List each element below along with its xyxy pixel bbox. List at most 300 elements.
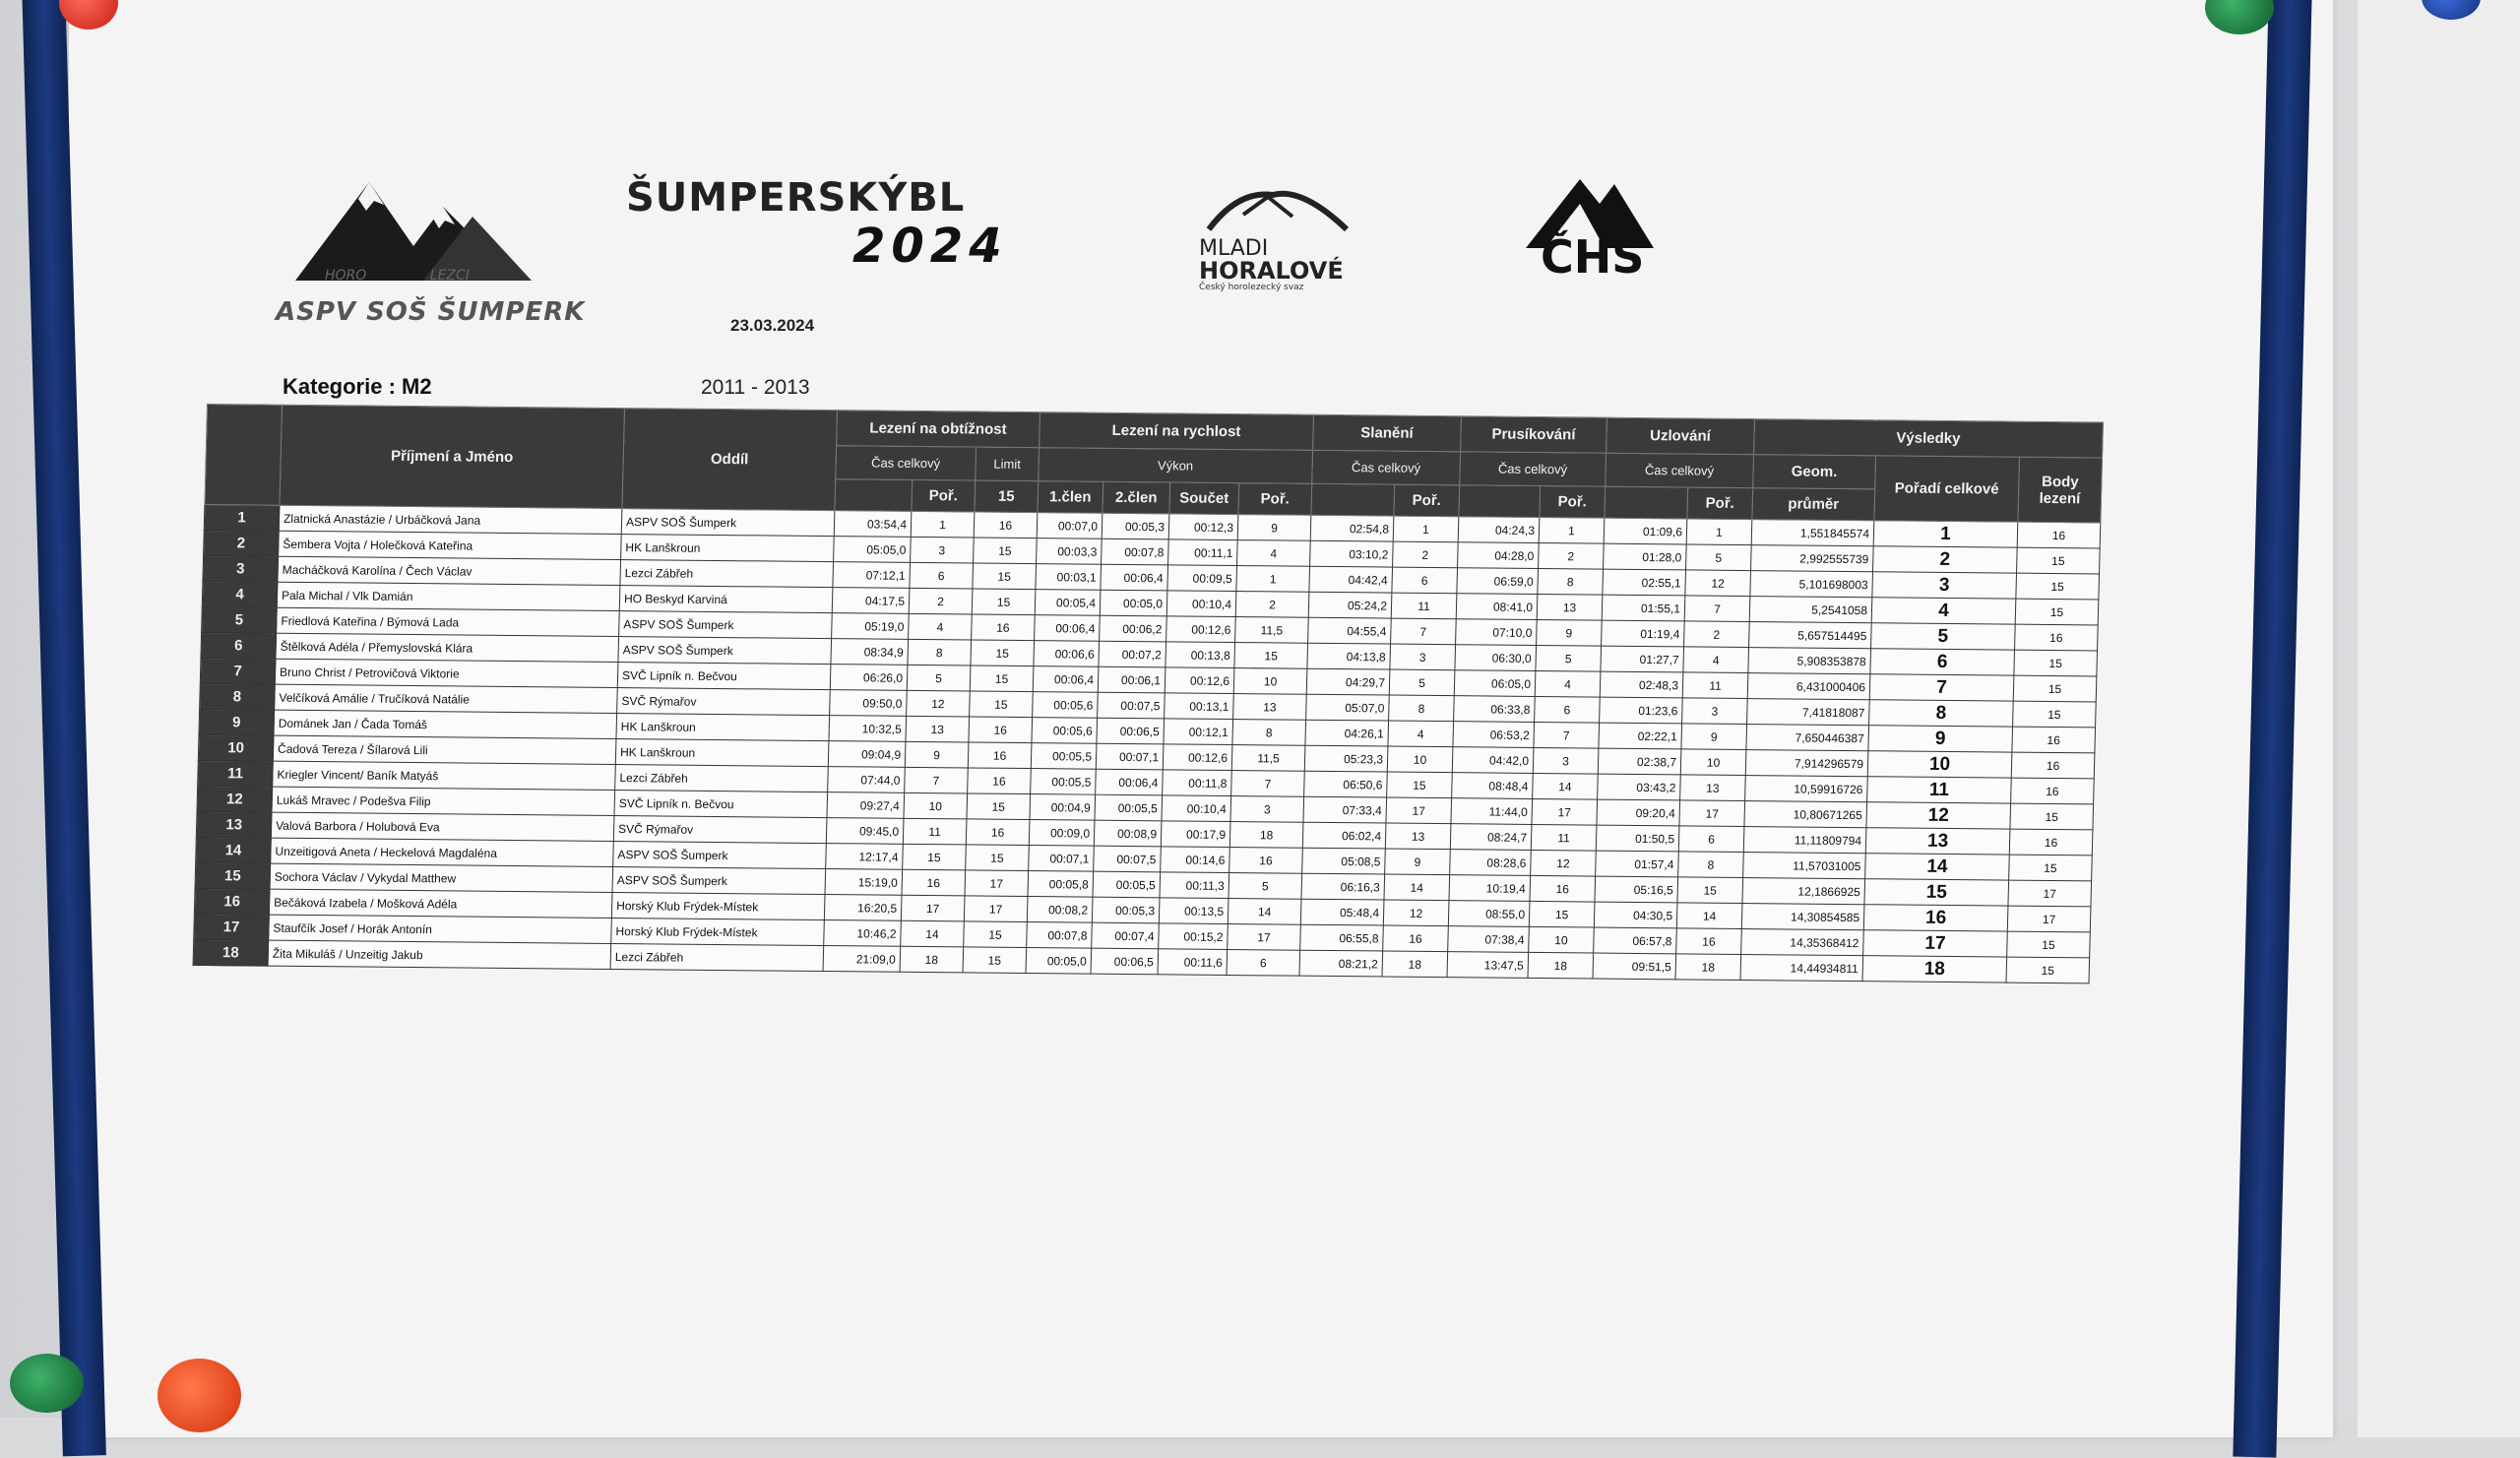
abseil-time-cell: 06:16,3 — [1301, 873, 1385, 900]
prusik-rank-cell: 10 — [1529, 926, 1595, 953]
tie-rank-cell: 1 — [1686, 519, 1752, 545]
speed-rank-cell: 11,5 — [1235, 617, 1309, 644]
overall-rank-cell: 4 — [1871, 598, 2016, 624]
event-logo-title: ŠUMPERSKÝBL — [626, 175, 966, 221]
lead-limit-cell: 16 — [968, 768, 1032, 794]
tie-rank-cell: 3 — [1682, 698, 1748, 725]
abseil-time-cell: 06:55,8 — [1300, 924, 1384, 951]
team-names-cell: Žita Mikuláš / Unzeitig Jakub — [268, 940, 611, 969]
overall-rank-cell: 15 — [1864, 879, 2009, 906]
abseil-time-cell: 06:02,4 — [1302, 822, 1386, 849]
abseil-time-cell: 04:42,4 — [1309, 566, 1393, 593]
row-number-cell: 8 — [200, 683, 276, 710]
lead-time-cell: 09:45,0 — [826, 818, 904, 845]
speed-rank-cell: 13 — [1233, 694, 1307, 721]
speed-member1-cell: 00:08,2 — [1027, 897, 1093, 923]
prusik-rank-cell: 7 — [1534, 722, 1600, 748]
lead-limit-cell: 15 — [970, 691, 1034, 718]
geom-mean-header: průměr — [1752, 488, 1875, 521]
results-section-header: Výsledky — [1754, 419, 2104, 458]
speed-rank-cell: 18 — [1229, 822, 1303, 849]
speed-member2-cell: 00:08,9 — [1094, 820, 1162, 847]
overall-rank-cell: 3 — [1872, 572, 2017, 599]
prusik-rank-cell: 12 — [1531, 850, 1597, 876]
speed-member2-cell: 00:07,8 — [1102, 539, 1169, 565]
prusik-time-cell: 06:05,0 — [1454, 670, 1536, 697]
speed-sum-cell: 00:12,3 — [1168, 514, 1238, 540]
abseil-rank-cell: 13 — [1385, 823, 1451, 850]
geometric-mean-cell: 1,551845574 — [1751, 520, 1874, 546]
club-logo-line1: HORO — [325, 268, 367, 284]
row-number-cell: 15 — [195, 862, 271, 889]
abseil-rank-cell: 16 — [1383, 925, 1449, 952]
team-names-cell: Lukáš Mravec / Podešva Filip — [272, 787, 615, 815]
lead-time-cell: 09:04,9 — [828, 741, 906, 768]
lead-limit-cell: 16 — [968, 742, 1032, 769]
speed-member2-cell: 00:07,5 — [1094, 846, 1162, 872]
mladi-horalove-line1: MLADI — [1199, 236, 1269, 261]
speed-rank-cell: 6 — [1227, 949, 1300, 976]
speed-sum-cell: 00:11,3 — [1160, 872, 1229, 899]
speed-member1-cell: 00:05,4 — [1035, 590, 1101, 616]
category-label: Kategorie : M2 — [283, 374, 432, 399]
speed-sum-cell: 00:12,1 — [1164, 719, 1233, 745]
tie-time-cell: 01:57,4 — [1596, 851, 1679, 877]
speed-rank-cell: 5 — [1228, 872, 1302, 899]
results-table-wrapper — [193, 404, 2104, 983]
mladi-horalove-line2: HORALOVÉ — [1199, 257, 1344, 285]
lead-limit-cell: 15 — [971, 640, 1035, 666]
row-number-cell: 10 — [198, 734, 274, 761]
lead-rank-cell: 1 — [911, 511, 975, 538]
club-name-cell: ASPV SOŠ Šumperk — [618, 637, 832, 665]
row-number-cell: 11 — [198, 760, 274, 787]
club-name-cell: ASPV SOŠ Šumperk — [612, 866, 826, 894]
lead-limit-cell: 15 — [963, 947, 1027, 974]
tie-rank-cell: 10 — [1680, 749, 1746, 776]
climbing-points-cell: 16 — [2011, 778, 2095, 804]
team-names-cell: Staufčík Josef / Horák Antonín — [269, 915, 612, 943]
speed-sum-cell: 00:13,8 — [1166, 642, 1235, 668]
tie-rank-cell: 7 — [1684, 596, 1750, 622]
club-name-cell: SVČ Lipník n. Bečvou — [614, 790, 828, 817]
abseil-rank-cell: 5 — [1389, 669, 1455, 696]
prusik-time-cell: 06:53,2 — [1453, 722, 1535, 748]
speed-member2-cell: 00:06,4 — [1096, 769, 1164, 795]
row-number-cell: 7 — [200, 658, 276, 684]
chs-logo — [1506, 179, 1664, 297]
club-name-cell: ASPV SOŠ Šumperk — [621, 509, 835, 537]
speed-sum-cell: 00:12,6 — [1163, 744, 1232, 771]
club-name-cell: Horský Klub Frýdek-Místek — [611, 918, 825, 945]
abseil-rank-cell: 17 — [1386, 797, 1452, 824]
abseil-time-cell: 04:29,7 — [1306, 668, 1390, 695]
lead-time-cell: 08:34,9 — [831, 639, 909, 666]
tie-time-cell: 01:55,1 — [1602, 595, 1685, 621]
climbing-points-cell: 15 — [2015, 599, 2099, 625]
lead-time-cell: 15:19,0 — [825, 869, 903, 896]
club-name-cell: HO Beskyd Karviná — [619, 586, 833, 613]
tie-time-cell: 01:09,6 — [1604, 518, 1687, 544]
lead-time-cell: 04:17,5 — [832, 588, 910, 614]
club-name-cell: Lezci Zábřeh — [610, 943, 824, 971]
lead-rank-cell: 15 — [903, 844, 967, 870]
abseil-section-header: Slanění — [1313, 414, 1462, 451]
speed-sum-cell: 00:14,6 — [1161, 847, 1230, 873]
lead-time-cell: 07:12,1 — [833, 562, 911, 589]
mladi-horalove-logo — [1199, 185, 1366, 303]
speed-rank-cell: 3 — [1230, 796, 1304, 823]
row-number-cell: 5 — [202, 606, 278, 633]
lead-limit-cell: 15 — [966, 845, 1030, 871]
speed-member1-cell: 00:05,8 — [1028, 871, 1094, 898]
row-number-cell: 14 — [196, 837, 272, 863]
lead-rank-cell: 12 — [907, 690, 971, 717]
climbing-points-cell: 15 — [2013, 701, 2097, 728]
speed-sum-cell: 00:10,4 — [1162, 795, 1231, 822]
tie-rank-header: Poř. — [1687, 487, 1753, 520]
geometric-mean-cell: 14,30854585 — [1741, 903, 1864, 929]
overall-rank-cell: 10 — [1867, 751, 2012, 778]
overall-rank-cell: 18 — [1862, 956, 2007, 983]
tie-rank-cell: 9 — [1681, 724, 1747, 750]
climbing-points-cell: 16 — [2011, 752, 2095, 779]
row-number-cell: 16 — [194, 888, 270, 915]
club-name-cell: Lezci Zábřeh — [620, 560, 834, 588]
sum-header: Součet — [1169, 482, 1239, 515]
lead-time-cell: 09:27,4 — [827, 792, 905, 819]
club-name-cell: HK Lanškroun — [615, 739, 829, 767]
prusik-time-header: Čas celkový — [1460, 452, 1606, 486]
abseil-rank-cell: 2 — [1393, 541, 1459, 568]
lead-limit-cell: 16 — [966, 819, 1030, 846]
prusik-rank-cell: 18 — [1528, 952, 1594, 979]
club-name-cell: ASPV SOŠ Šumperk — [619, 611, 833, 639]
lead-rank-cell: 18 — [900, 946, 964, 973]
speed-sum-cell: 00:13,1 — [1165, 693, 1234, 720]
speed-sum-cell: 00:12,6 — [1165, 667, 1234, 694]
lead-rank-cell: 14 — [901, 920, 965, 947]
abseil-rank-cell: 6 — [1392, 567, 1458, 594]
prusik-rank-cell: 13 — [1537, 594, 1603, 620]
prusik-rank-header: Poř. — [1540, 486, 1606, 519]
prusik-time-cell: 04:28,0 — [1458, 542, 1540, 569]
speed-member1-cell: 00:09,0 — [1029, 820, 1095, 847]
climbing-points-cell: 15 — [2016, 573, 2100, 600]
speed-sum-cell: 00:09,5 — [1167, 565, 1237, 592]
lead-limit-cell: 16 — [969, 717, 1033, 743]
speed-rank-cell: 2 — [1235, 592, 1309, 618]
lead-limit-value: 15 — [975, 480, 1039, 513]
prusik-rank-cell: 11 — [1531, 824, 1597, 851]
abseil-rank-cell: 12 — [1383, 900, 1449, 926]
prusik-time-cell: 06:59,0 — [1457, 568, 1539, 595]
climbing-points-cell: 15 — [2007, 931, 2091, 958]
prusik-rank-cell: 3 — [1533, 747, 1599, 774]
prusik-time-cell: 08:28,6 — [1450, 850, 1532, 876]
club-name-cell: SVČ Lipník n. Bečvou — [617, 663, 831, 690]
tie-time-cell: 02:48,3 — [1600, 671, 1683, 698]
member1-header: 1.člen — [1038, 481, 1103, 514]
speed-rank-cell: 7 — [1231, 771, 1305, 797]
speed-member1-cell: 00:07,1 — [1029, 846, 1095, 872]
tie-rank-cell: 12 — [1685, 570, 1751, 597]
mountain-outline-icon — [1199, 185, 1366, 234]
speed-rank-cell: 15 — [1234, 643, 1308, 669]
abseil-time-cell: 06:50,6 — [1304, 771, 1388, 797]
prusik-rank-cell: 4 — [1535, 670, 1601, 697]
tie-time-cell: 01:23,6 — [1600, 697, 1683, 724]
overall-rank-cell: 17 — [1863, 930, 2008, 957]
speed-member1-cell: 00:03,3 — [1037, 539, 1102, 565]
club-column-header: Oddíl — [622, 409, 838, 511]
speed-sum-cell: 00:12,6 — [1166, 616, 1236, 643]
climbing-points-cell: 16 — [2012, 727, 2096, 753]
geometric-mean-cell: 10,59916726 — [1745, 776, 1868, 802]
geometric-mean-cell: 11,11809794 — [1743, 827, 1866, 854]
abseil-rank-cell: 4 — [1388, 721, 1454, 747]
speed-member1-cell: 00:03,1 — [1036, 564, 1102, 591]
lead-rank-cell: 4 — [909, 613, 973, 640]
lead-limit-cell: 17 — [965, 870, 1029, 897]
club-name-cell: SVČ Rýmařov — [613, 815, 827, 843]
prusik-rank-cell: 2 — [1539, 542, 1605, 569]
rank-header — [205, 405, 283, 506]
geometric-mean-cell: 14,44934811 — [1740, 954, 1863, 981]
speed-rank-cell: 16 — [1229, 847, 1303, 873]
overall-rank-header: Pořadí celkové — [1874, 456, 2020, 522]
abseil-time-cell: 05:23,3 — [1304, 745, 1388, 772]
speed-sum-cell: 00:13,5 — [1159, 898, 1228, 924]
abseil-time-cell: 03:10,2 — [1310, 540, 1394, 567]
team-names-cell: Sochora Václav / Vykydal Matthew — [270, 863, 613, 892]
speed-member2-cell: 00:05,5 — [1095, 794, 1163, 821]
climbing-points-cell: 15 — [2014, 650, 2098, 676]
geometric-mean-cell: 7,650446387 — [1746, 725, 1869, 751]
geometric-mean-cell: 5,2541058 — [1749, 597, 1872, 623]
lead-limit-cell: 15 — [972, 589, 1036, 615]
tie-rank-cell: 4 — [1683, 647, 1749, 673]
prusik-time-cell: 08:48,4 — [1452, 773, 1534, 799]
tie-rank-cell: 11 — [1682, 672, 1748, 699]
tie-rank-cell: 5 — [1686, 544, 1752, 571]
abseil-time-cell: 05:48,4 — [1300, 899, 1384, 925]
row-number-cell: 6 — [201, 632, 277, 659]
prusik-rank-cell: 15 — [1529, 901, 1595, 927]
prusik-rank-cell: 6 — [1535, 696, 1601, 723]
prusik-time-cell: 07:38,4 — [1448, 926, 1530, 953]
lead-limit-cell: 16 — [974, 512, 1038, 539]
row-number-cell: 18 — [193, 939, 269, 966]
team-names-cell: Dománek Jan / Čada Tomáš — [274, 710, 617, 738]
lead-limit-cell: 15 — [967, 793, 1031, 820]
speed-rank-cell: 9 — [1237, 515, 1311, 541]
prusik-rank-cell: 8 — [1538, 568, 1604, 595]
lead-time-cell: 07:44,0 — [828, 767, 906, 793]
speed-member1-cell: 00:05,6 — [1033, 692, 1099, 719]
speed-member2-cell: 00:07,1 — [1096, 743, 1164, 770]
climbing-points-cell: 16 — [2009, 829, 2093, 856]
event-logo — [626, 175, 1040, 303]
speed-member1-cell: 00:06,4 — [1035, 615, 1101, 642]
prusik-time-cell: 11:44,0 — [1451, 798, 1533, 825]
speed-section-header: Lezení na rychlost — [1040, 412, 1314, 451]
geometric-mean-cell: 7,41818087 — [1747, 699, 1870, 726]
speed-rank-cell: 4 — [1237, 540, 1311, 567]
speed-rank-header: Poř. — [1238, 483, 1312, 516]
abseil-time-cell: 04:13,8 — [1307, 643, 1391, 669]
tie-rank-cell: 16 — [1676, 928, 1742, 955]
lead-rank-cell: 5 — [907, 665, 971, 691]
speed-member1-cell: 00:07,0 — [1037, 513, 1102, 539]
tie-time-cell: 02:38,7 — [1598, 748, 1681, 775]
team-names-cell: Bečáková Izabela / Mošková Adéla — [269, 889, 612, 918]
climbing-points-header: Body lezení — [2018, 457, 2103, 523]
chs-logo-text: ČHS — [1541, 230, 1645, 284]
team-names-cell: Štělková Adéla / Přemyslovská Klára — [276, 633, 619, 662]
abseil-rank-cell: 15 — [1387, 772, 1453, 798]
abseil-time-cell: 04:26,1 — [1305, 720, 1389, 746]
speed-rank-cell: 1 — [1236, 566, 1310, 593]
tie-rank-cell: 15 — [1677, 877, 1743, 904]
overall-rank-cell: 6 — [1870, 649, 2015, 675]
speed-member2-cell: 00:06,4 — [1101, 564, 1168, 591]
row-number-cell: 2 — [204, 530, 280, 556]
lead-limit-cell: 15 — [974, 538, 1038, 564]
geometric-mean-cell: 6,431000406 — [1747, 673, 1870, 700]
tie-rank-cell: 6 — [1678, 826, 1744, 853]
lead-rank-cell: 6 — [910, 562, 974, 589]
speed-member1-cell: 00:04,9 — [1030, 794, 1096, 821]
row-number-cell: 4 — [202, 581, 278, 607]
lead-time-cell: 10:32,5 — [829, 716, 907, 742]
speed-member2-cell: 00:05,3 — [1102, 513, 1169, 539]
overall-rank-cell: 1 — [1873, 521, 2018, 547]
tie-rank-cell: 18 — [1675, 954, 1741, 981]
overall-rank-cell: 5 — [1871, 623, 2016, 650]
overall-rank-cell: 2 — [1873, 546, 2018, 573]
lead-rank-cell: 8 — [908, 639, 972, 666]
abseil-time-cell: 05:24,2 — [1308, 592, 1392, 618]
geometric-mean-cell: 10,80671265 — [1744, 801, 1867, 828]
abseil-time-cell: 02:54,8 — [1310, 515, 1394, 541]
club-logo — [276, 177, 591, 335]
speed-member1-cell: 00:05,5 — [1031, 769, 1097, 795]
speed-rank-cell: 8 — [1232, 720, 1306, 746]
climbing-points-cell: 15 — [2009, 855, 2093, 881]
geometric-mean-cell: 7,914296579 — [1745, 750, 1868, 777]
club-logo-name: ASPV SOŠ ŠUMPERK — [276, 297, 586, 327]
speed-sum-cell: 00:10,4 — [1166, 591, 1236, 617]
lead-rank-cell: 17 — [901, 895, 965, 921]
tie-time-cell: 03:43,2 — [1598, 774, 1681, 800]
speed-member1-cell: 00:05,5 — [1031, 743, 1097, 770]
prusik-rank-cell: 14 — [1533, 773, 1599, 799]
abseil-time-cell: 04:55,4 — [1308, 617, 1392, 644]
speed-member1-cell: 00:05,0 — [1026, 948, 1092, 975]
speed-member1-cell: 00:06,6 — [1034, 641, 1100, 667]
lead-time-cell: 21:09,0 — [823, 946, 901, 973]
prusik-time-cell: 07:10,0 — [1456, 619, 1538, 646]
tie-rank-cell: 2 — [1684, 621, 1750, 648]
row-number-cell: 17 — [194, 914, 270, 940]
geometric-mean-cell: 2,992555739 — [1751, 545, 1874, 572]
results-table — [193, 404, 2104, 983]
speed-member2-cell: 00:05,5 — [1093, 871, 1161, 898]
team-names-cell: Zlatnická Anastázie / Urbáčková Jana — [279, 505, 622, 534]
speed-sum-cell: 00:11,6 — [1158, 949, 1228, 976]
tie-time-cell: 09:51,5 — [1593, 953, 1676, 980]
row-number-cell: 3 — [203, 555, 279, 582]
speed-member1-cell: 00:07,8 — [1027, 922, 1093, 949]
speed-rank-cell: 10 — [1233, 668, 1307, 695]
geometric-mean-cell: 11,57031005 — [1743, 853, 1866, 879]
lead-limit-cell: 15 — [973, 563, 1037, 590]
prusik-rank-cell: 1 — [1539, 518, 1605, 544]
member2-header: 2.člen — [1102, 481, 1170, 514]
lead-rank-cell: 9 — [905, 741, 969, 768]
tie-time-cell: 01:27,7 — [1601, 646, 1684, 672]
tie-rank-cell: 17 — [1679, 800, 1745, 827]
prusik-time-cell: 06:33,8 — [1454, 696, 1536, 723]
speed-member2-cell: 00:07,5 — [1098, 692, 1166, 719]
geometric-mean-cell: 5,657514495 — [1749, 622, 1872, 649]
lead-rank-cell: 7 — [905, 767, 969, 793]
overall-rank-cell: 12 — [1866, 802, 2011, 829]
climbing-points-cell: 15 — [2006, 957, 2090, 983]
prusik-section-header: Prusíkování — [1461, 416, 1607, 453]
speed-sum-cell: 00:15,2 — [1159, 923, 1228, 950]
lead-limit-cell: 15 — [964, 921, 1028, 948]
prusik-rank-cell: 16 — [1530, 875, 1596, 902]
geometric-mean-cell: 12,1866925 — [1742, 878, 1865, 905]
prusik-rank-cell: 9 — [1537, 619, 1603, 646]
club-logo-line2: LEZCI — [429, 268, 470, 284]
team-names-cell: Šembera Vojta / Holečková Kateřina — [279, 531, 622, 559]
speed-sum-cell: 00:11,8 — [1163, 770, 1232, 796]
team-names-cell: Pala Michal / Vlk Damián — [277, 582, 620, 610]
overall-rank-cell: 11 — [1867, 777, 2012, 803]
row-number-cell: 9 — [199, 709, 275, 735]
club-name-cell: SVČ Rýmařov — [617, 688, 831, 716]
speed-member2-cell: 00:07,4 — [1092, 922, 1160, 949]
speed-performance-header: Výkon — [1039, 448, 1313, 484]
lead-limit-cell: 15 — [970, 666, 1034, 692]
team-names-cell: Čadová Tereza / Šílarová Lili — [273, 735, 616, 764]
club-name-cell: ASPV SOŠ Šumperk — [613, 841, 827, 868]
abseil-rank-cell: 3 — [1390, 644, 1456, 670]
row-number-cell: 13 — [196, 811, 272, 838]
tie-section-header: Uzlování — [1606, 417, 1755, 454]
lead-rank-cell: 2 — [909, 588, 973, 614]
event-logo-year: 2024 — [852, 219, 1008, 274]
tie-time-cell: 04:30,5 — [1594, 902, 1677, 928]
tie-time-cell: 01:19,4 — [1602, 620, 1685, 647]
lead-time-cell: 05:05,0 — [834, 537, 912, 563]
climbing-points-cell: 15 — [2013, 675, 2097, 702]
climbing-points-cell: 17 — [2007, 906, 2091, 932]
overall-rank-cell: 8 — [1869, 700, 2014, 727]
lead-rank-cell: 10 — [904, 792, 968, 819]
prusik-time-cell: 08:55,0 — [1448, 901, 1530, 927]
lead-rank-cell: 3 — [911, 537, 975, 563]
team-names-cell: Kriegler Vincent/ Baník Matyáš — [273, 761, 616, 790]
speed-member1-cell: 00:05,6 — [1032, 718, 1098, 744]
lead-section-header: Lezení na obtížnost — [837, 411, 1040, 448]
speed-member2-cell: 00:05,3 — [1092, 897, 1160, 923]
club-name-cell: HK Lanškroun — [616, 714, 830, 741]
lead-time-header: Čas celkový — [836, 446, 976, 480]
